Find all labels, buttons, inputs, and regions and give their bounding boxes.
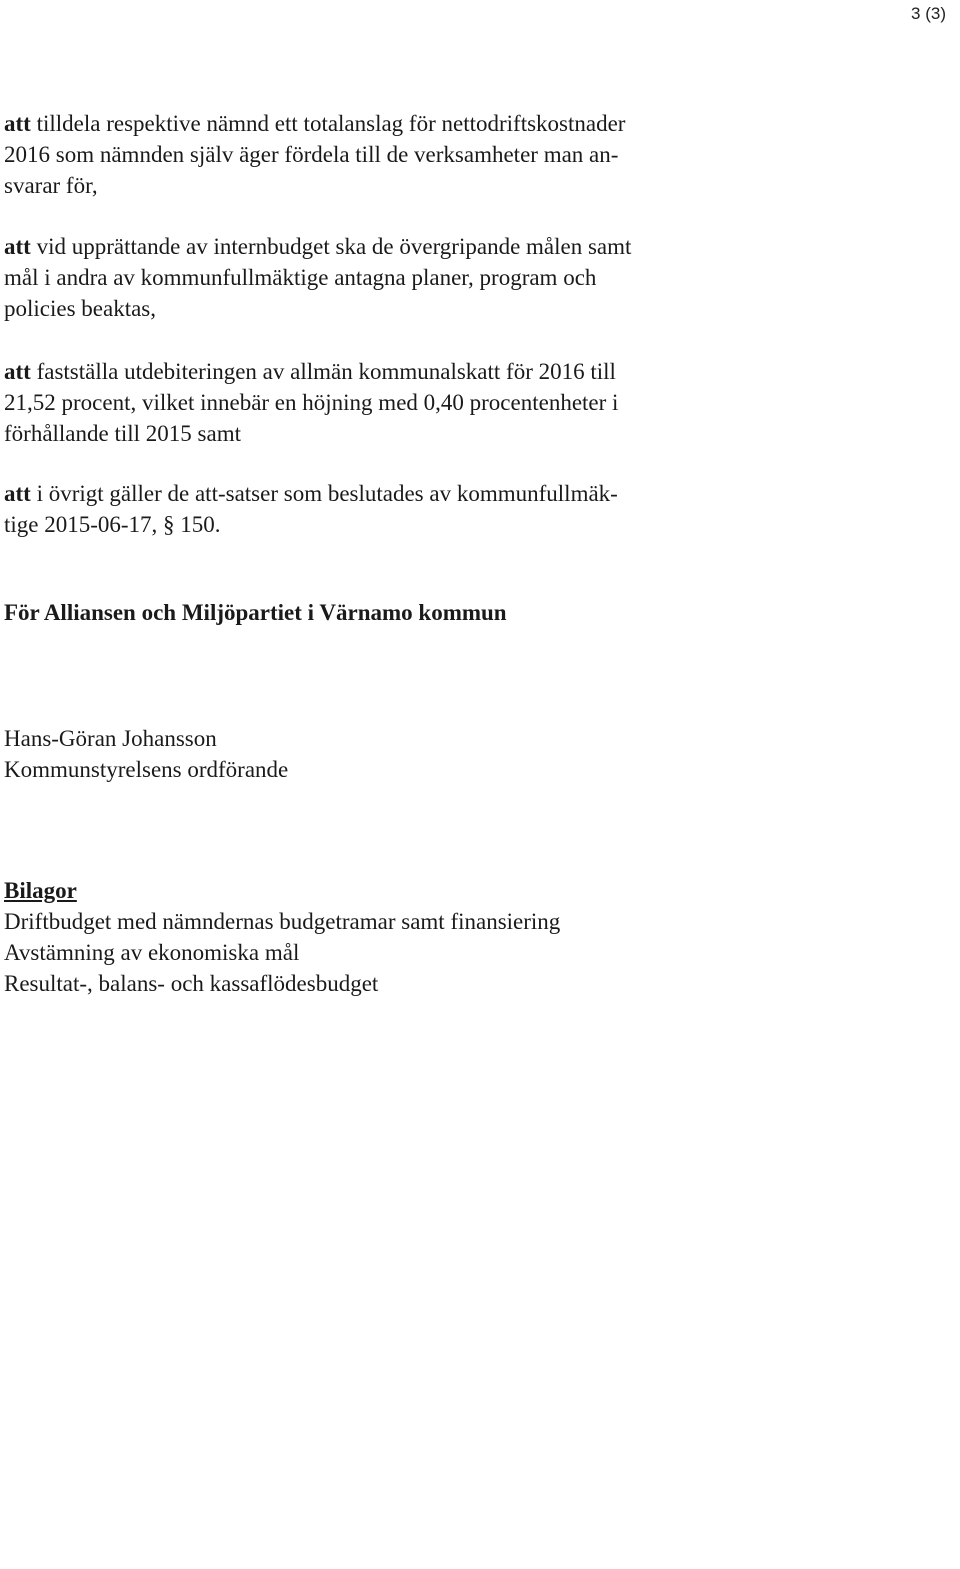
attachment-item: Resultat-, balans- och kassaflödesbudget: [4, 971, 379, 996]
clause-text: tilldela respektive nämnd ett totalanslag för nettodriftskostnader: [36, 111, 626, 136]
clause-line: [4, 231, 724, 262]
signing-party-heading: För Alliansen och Miljöpartiet i Värnamo kommun: [4, 600, 507, 625]
page-number: 3 (3): [911, 4, 946, 23]
clause-keyword: att: [4, 234, 31, 259]
attachments-title: Bilagor: [4, 878, 77, 903]
clause-4: [4, 478, 724, 540]
clause-keyword: att: [4, 111, 31, 136]
clause-line: tige 2015-06-17, § 150.: [4, 512, 221, 537]
clause-line: svarar för,: [4, 173, 98, 198]
clause-2: [4, 231, 724, 324]
attachment-item: Avstämning av ekonomiska mål: [4, 940, 300, 965]
clause-keyword: att: [4, 359, 31, 384]
clause-line: policies beaktas,: [4, 296, 157, 321]
clause-line: [4, 356, 724, 387]
clause-line: [4, 108, 724, 139]
clause-line: 21,52 procent, vilket innebär en höjning med 0,40 procentenheter i: [4, 390, 619, 415]
clause-text: vid upprättande av internbudget ska de övergripande målen samt: [36, 234, 632, 259]
clause-3: [4, 356, 724, 449]
signature-block: [4, 723, 288, 785]
attachments-section: [4, 875, 560, 999]
clause-text: i övrigt gäller de att-satser som beslutades av kommunfullmäk-: [36, 481, 618, 506]
clause-keyword: att: [4, 481, 31, 506]
signatory-name: Hans-Göran Johansson: [4, 726, 217, 751]
clause-text: fastställa utdebiteringen av allmän kommunalskatt för 2016 till: [36, 359, 616, 384]
clause-line: 2016 som nämnden själv äger fördela till de verksamheter man an-: [4, 142, 619, 167]
attachment-item: Driftbudget med nämndernas budgetramar samt finansiering: [4, 909, 561, 934]
clause-line: förhållande till 2015 samt: [4, 421, 241, 446]
clause-line: mål i andra av kommunfullmäktige antagna planer, program och: [4, 265, 597, 290]
clause-1: [4, 108, 724, 201]
clause-line: [4, 478, 724, 509]
signatory-title: Kommunstyrelsens ordförande: [4, 757, 289, 782]
